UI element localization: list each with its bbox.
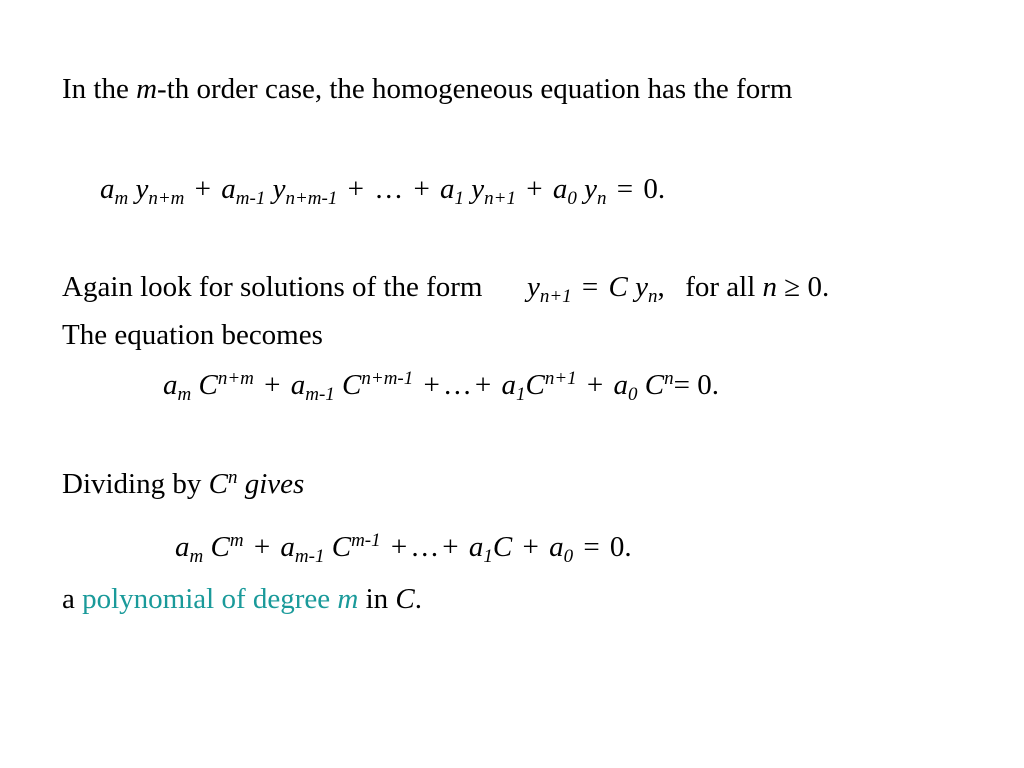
equation-characteristic-polynomial [175, 530, 632, 567]
ansatz-n: n [762, 271, 778, 303]
eq3-c: C [331, 531, 352, 563]
dividing-sup: n [227, 467, 238, 488]
eq2-zero: 0. [697, 369, 719, 401]
eq1-sub: n+m [148, 188, 185, 209]
eq1-sub: m [114, 188, 129, 209]
eq1-dots: … [374, 173, 404, 205]
poly-c: C [395, 583, 415, 615]
ansatz-y: y [526, 271, 540, 303]
eq3-sup: m-1 [351, 530, 381, 551]
eq3-sub: 1 [483, 546, 493, 567]
eq2-a-1: a [501, 369, 516, 401]
ansatz-text: Again look for solutions of the form [62, 271, 483, 303]
eq3-sub: m [189, 546, 204, 567]
eq2-sup: n+m-1 [361, 368, 414, 389]
ansatz-c: C [608, 271, 628, 303]
eq1-plus: + [413, 173, 430, 205]
ansatz-equals: = [581, 271, 599, 303]
eq1-y-nm: y [135, 173, 149, 205]
eq2-sup: n [664, 368, 674, 389]
eq3-sub: 0 [563, 546, 574, 567]
eq3-equals: = [583, 531, 600, 563]
dividing-c: C [208, 468, 228, 500]
eq3-a-0: a [549, 531, 564, 563]
eq1-sub: n+1 [484, 188, 516, 209]
eq3-zero: 0. [609, 531, 632, 563]
becomes-text: The equation becomes [62, 319, 323, 351]
eq3-plus: + [390, 531, 408, 563]
eq1-plus: + [347, 173, 364, 205]
eq3-plus: + [253, 531, 271, 563]
equation-characteristic-expanded [163, 368, 719, 405]
dividing-text: Dividing by [62, 468, 209, 500]
eq3-dots: … [410, 531, 440, 563]
eq1-plus: + [526, 173, 543, 205]
eq3-c: C [492, 531, 513, 563]
eq2-sub: m-1 [305, 384, 335, 405]
eq2-c: C [198, 369, 218, 401]
poly-period: . [414, 583, 423, 615]
intro-suffix: -th order case, the homogeneous equation has the form [157, 73, 793, 105]
ansatz-zero: 0. [807, 271, 830, 303]
eq2-equals: = [673, 369, 690, 401]
eq3-plus: + [522, 531, 539, 563]
eq1-sub: 1 [454, 188, 465, 209]
eq2-sub: 1 [515, 384, 526, 405]
ansatz-comma: , [657, 271, 665, 303]
eq1-zero: 0. [643, 173, 666, 205]
intro-line [62, 72, 792, 106]
polynomial-line [62, 582, 422, 616]
ansatz-sub: n [647, 286, 658, 307]
eq1-y-n1: y [471, 173, 485, 205]
eq3-a-1: a [468, 531, 484, 563]
ansatz-geq: ≥ [784, 271, 801, 303]
eq3-sub: m-1 [294, 546, 325, 567]
eq1-sub: 0 [567, 188, 577, 209]
poly-m: m [337, 583, 359, 615]
eq3-sup: m [229, 530, 244, 551]
eq1-y-nm1: y [272, 173, 286, 205]
eq1-a-m1: a [221, 173, 236, 205]
eq1-sub: n [596, 188, 607, 209]
ansatz-y2: y [635, 271, 648, 303]
eq2-a-0: a [613, 369, 629, 401]
eq2-a-m1: a [290, 369, 306, 401]
eq2-sup: n+m [217, 368, 254, 389]
eq1-sub: m-1 [235, 188, 266, 209]
eq3-c: C [210, 531, 230, 563]
intro-m: m [136, 73, 158, 105]
poly-a: a [62, 583, 83, 615]
eq2-sub: m [177, 384, 192, 405]
eq2-sup: n+1 [544, 368, 577, 389]
ansatz-line [62, 270, 830, 307]
ansatz-forall: for all [685, 271, 763, 303]
becomes-line [62, 318, 323, 352]
eq1-plus: + [194, 173, 212, 205]
eq1-y-n: y [584, 173, 597, 205]
eq2-dots: … [442, 369, 472, 401]
poly-highlight: polynomial of degree [82, 583, 338, 615]
poly-in: in [358, 583, 396, 615]
eq2-a-m: a [163, 369, 178, 401]
eq3-plus: + [442, 531, 459, 563]
equation-recurrence [100, 172, 666, 209]
eq1-a-1: a [440, 173, 455, 205]
eq1-a-m: a [100, 173, 115, 205]
eq2-plus: + [474, 369, 492, 401]
eq2-c: C [342, 369, 362, 401]
eq3-a-m1: a [280, 531, 295, 563]
eq1-a-0: a [552, 173, 568, 205]
dividing-gives: gives [244, 468, 305, 500]
intro-prefix: In the [62, 73, 137, 105]
eq2-c: C [644, 369, 665, 401]
eq2-plus: + [423, 369, 440, 401]
dividing-line [62, 467, 304, 501]
eq1-sub: n+m-1 [285, 188, 338, 209]
eq3-a-m: a [175, 531, 190, 563]
eq2-plus: + [586, 369, 604, 401]
ansatz-sub: n+1 [539, 286, 572, 307]
eq1-equals: = [616, 173, 634, 205]
eq2-plus: + [264, 369, 281, 401]
eq2-c: C [525, 369, 545, 401]
eq2-sub: 0 [628, 384, 638, 405]
